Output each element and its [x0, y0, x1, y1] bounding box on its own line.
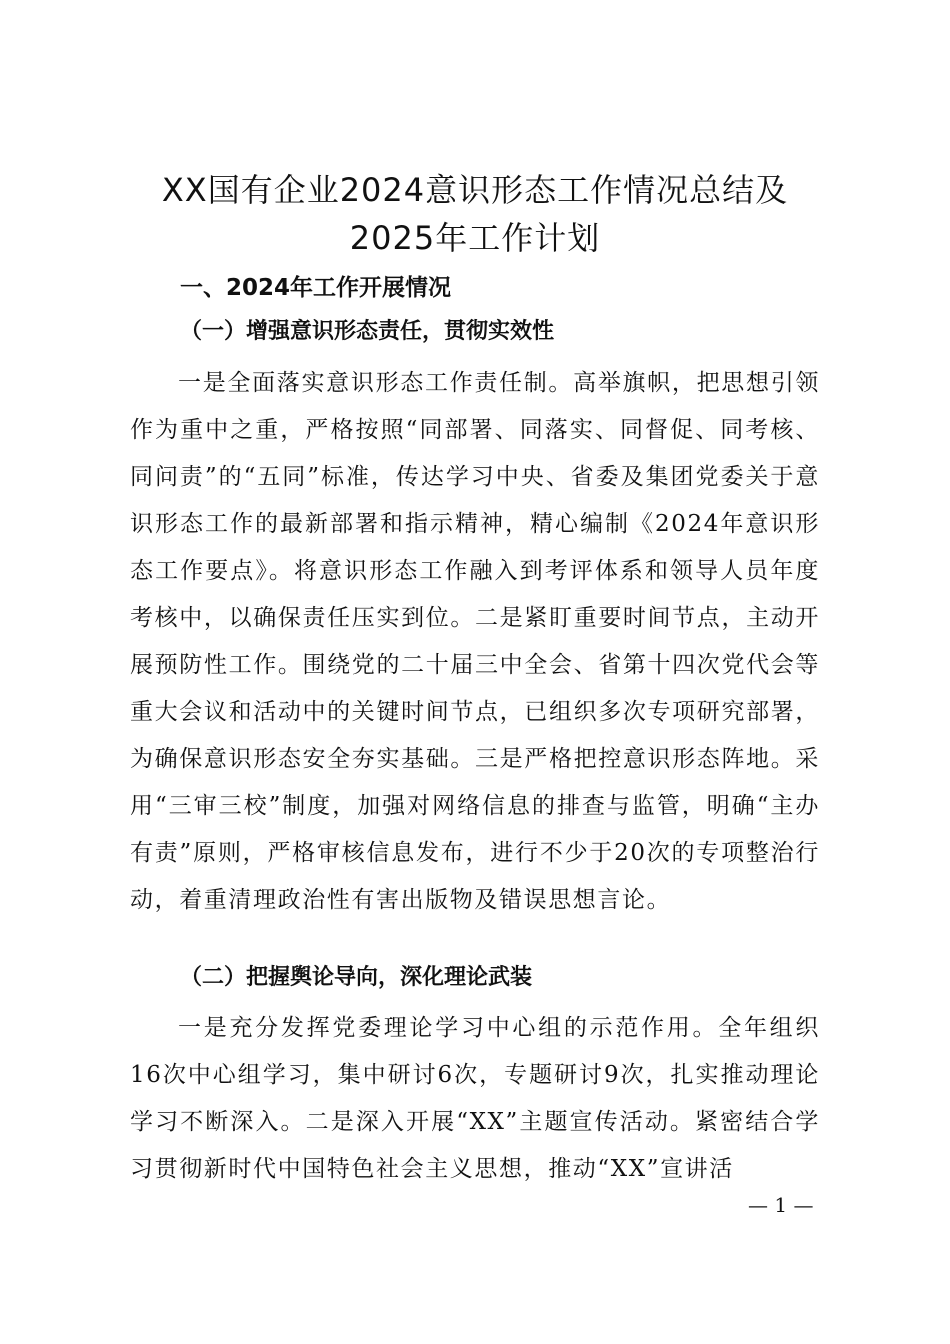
page-number: — 1 —	[748, 1193, 814, 1217]
subsection-heading-1: （一）增强意识形态责任，贯彻实效性	[180, 319, 555, 344]
subsection-heading-2: （二）把握舆论导向，深化理论武装	[180, 965, 533, 990]
section-heading-1: 一、2024年工作开展情况	[180, 275, 452, 301]
document-title: XX国有企业2024意识形态工作情况总结及2025年工作计划	[161, 171, 789, 257]
paragraph-1: 一是全面落实意识形态工作责任制。高举旗帜，把思想引领作为重中之重，严格按照“同部署、同落实、同督促、同考核、同问责”的“五同”标准，传达学习中央、省委及集团党委关于意识形态工作的最新部署和指示精神，精心编制《2024年意识形态工作要点》。将意识形态工作融入到考评体系和领导人员年度考核中，以确保责任压实到位。二是紧盯重要时间节点，主动开展预防性工作。围绕党的二十届三中全会、省第十四次党代会等重大会议和活动中的关键时间节点，已组织多次专项研究部署，为确保意识形态安全夯实基础。三是严格把控意识形态阵地。采用“三审三校”制度，加强对网络信息的排查与监管，明确“主办有责”原则，严格审核信息发布，进行不少于20次的专项整治行动，着重清理政治性有害出版物及错误思想言论。	[130, 370, 820, 913]
paragraph-2: 一是充分发挥党委理论学习中心组的示范作用。全年组织16次中心组学习，集中研讨6次，专题研讨9次，扎实推动理论学习不断深入。二是深入开展“XX”主题宣传活动。紧密结合学习贯彻新时代中国特色社会主义思想，推动“XX”宣讲活	[130, 1015, 820, 1182]
